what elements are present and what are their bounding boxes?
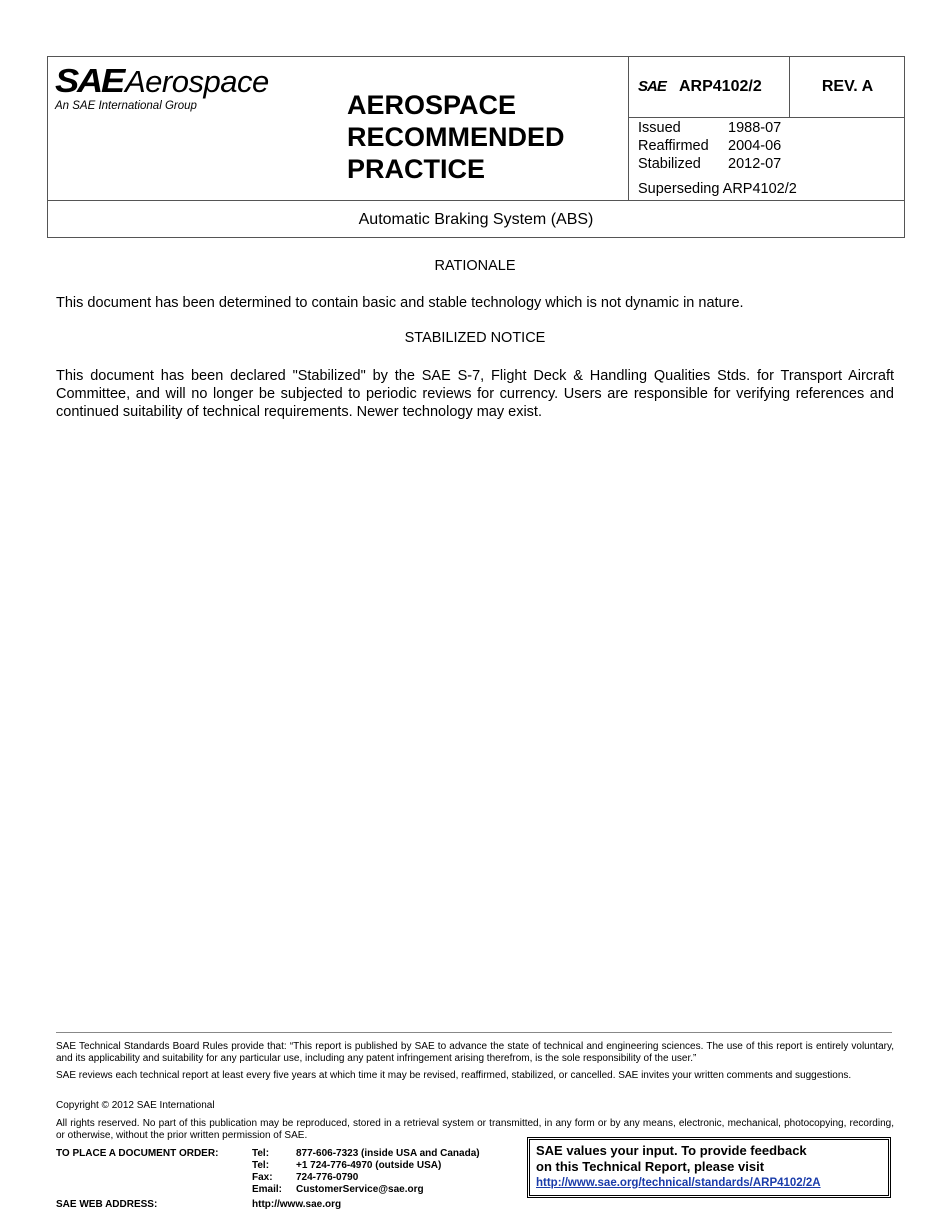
doc-type-line: AEROSPACE	[347, 90, 517, 120]
date-list	[638, 119, 781, 173]
sae-aerospace-logo	[55, 62, 300, 122]
document-number-cell	[628, 57, 790, 118]
phone-international: +1 724-776-4970 (outside USA)	[296, 1160, 442, 1171]
phone-domestic: 877-606-7323 (inside USA and Canada)	[296, 1148, 480, 1159]
revision-cell	[789, 57, 905, 118]
web-label: SAE WEB ADDRESS:	[56, 1199, 158, 1210]
sae-mini-logo: SAE	[638, 78, 666, 95]
logo-word: Aerospace	[125, 64, 269, 99]
contact-labels: Tel: Tel: Fax: Email:	[252, 1148, 283, 1195]
document-type	[347, 89, 565, 185]
date-row-issued: Issued 1988-07	[638, 120, 782, 136]
logo-tagline: An SAE International Group	[55, 100, 197, 112]
subject-row	[48, 201, 904, 237]
feedback-link[interactable]: http://www.sae.org/technical/standards/ARP4102/2A	[536, 1177, 821, 1189]
feedback-line: SAE values your input. To provide feedback	[536, 1143, 807, 1158]
web-address[interactable]: http://www.sae.org	[252, 1199, 342, 1210]
document-number: ARP4102/2	[679, 78, 762, 95]
logo-brand: SAE	[55, 62, 124, 99]
contact-values	[296, 1148, 480, 1196]
footer-divider	[56, 1032, 892, 1033]
rules-text: SAE Technical Standards Board Rules provide that: “This report is published by SAE to advance the state of technical and engineering sciences. The use of this report is entirely voluntary, and its applicability and suitability for any particular use, including any patent infringement arising therefrom, is the sole responsibility of the user.”	[56, 1041, 894, 1064]
order-label: TO PLACE A DOCUMENT ORDER:	[56, 1148, 219, 1159]
superseding-note: Superseding ARP4102/2	[638, 181, 797, 197]
document-header	[47, 56, 905, 238]
header-top-row	[48, 57, 904, 201]
date-row-reaffirmed: Reaffirmed 2004-06	[638, 138, 782, 154]
copyright: Copyright © 2012 SAE International	[56, 1100, 215, 1111]
date-row-stabilized: Stabilized 2012-07	[638, 156, 782, 172]
revision: REV. A	[821, 78, 874, 95]
doc-type-line: PRACTICE	[347, 154, 486, 184]
dates-cell	[628, 118, 905, 200]
feedback-line: on this Technical Report, please visit	[536, 1159, 765, 1174]
review-text: SAE reviews each technical report at least every five years at which time it may be revised, reaffirmed, stabilized, or cancelled. SAE invites your written comments and suggestions.	[56, 1070, 852, 1081]
fax: 724-776-0790	[296, 1172, 359, 1183]
stabilized-notice-heading: STABILIZED NOTICE	[404, 330, 546, 346]
stabilized-notice-text: This document has been declared "Stabilized" by the SAE S-7, Flight Deck & Handling Qualities Stds. for Transport Aircraft Committee, and will no longer be subjected to periodic reviews for currency. Users are responsible for verifying references and continued suitability of technical requirements. Newer technology may exist.	[56, 368, 894, 420]
rationale-text: This document has been determined to contain basic and stable technology which is not dynamic in nature.	[56, 295, 744, 311]
doc-type-line: RECOMMENDED	[347, 122, 565, 152]
document-subject: Automatic Braking System (ABS)	[358, 211, 594, 228]
email[interactable]: CustomerService@sae.org	[296, 1184, 424, 1195]
rationale-heading: RATIONALE	[434, 258, 516, 274]
rights-text: All rights reserved. No part of this publication may be reproduced, stored in a retrieval system or transmitted, in any form or by any means, electronic, mechanical, photocopying, recording, or otherwise, without the prior written permission of SAE.	[56, 1118, 894, 1141]
feedback-box	[527, 1137, 891, 1198]
